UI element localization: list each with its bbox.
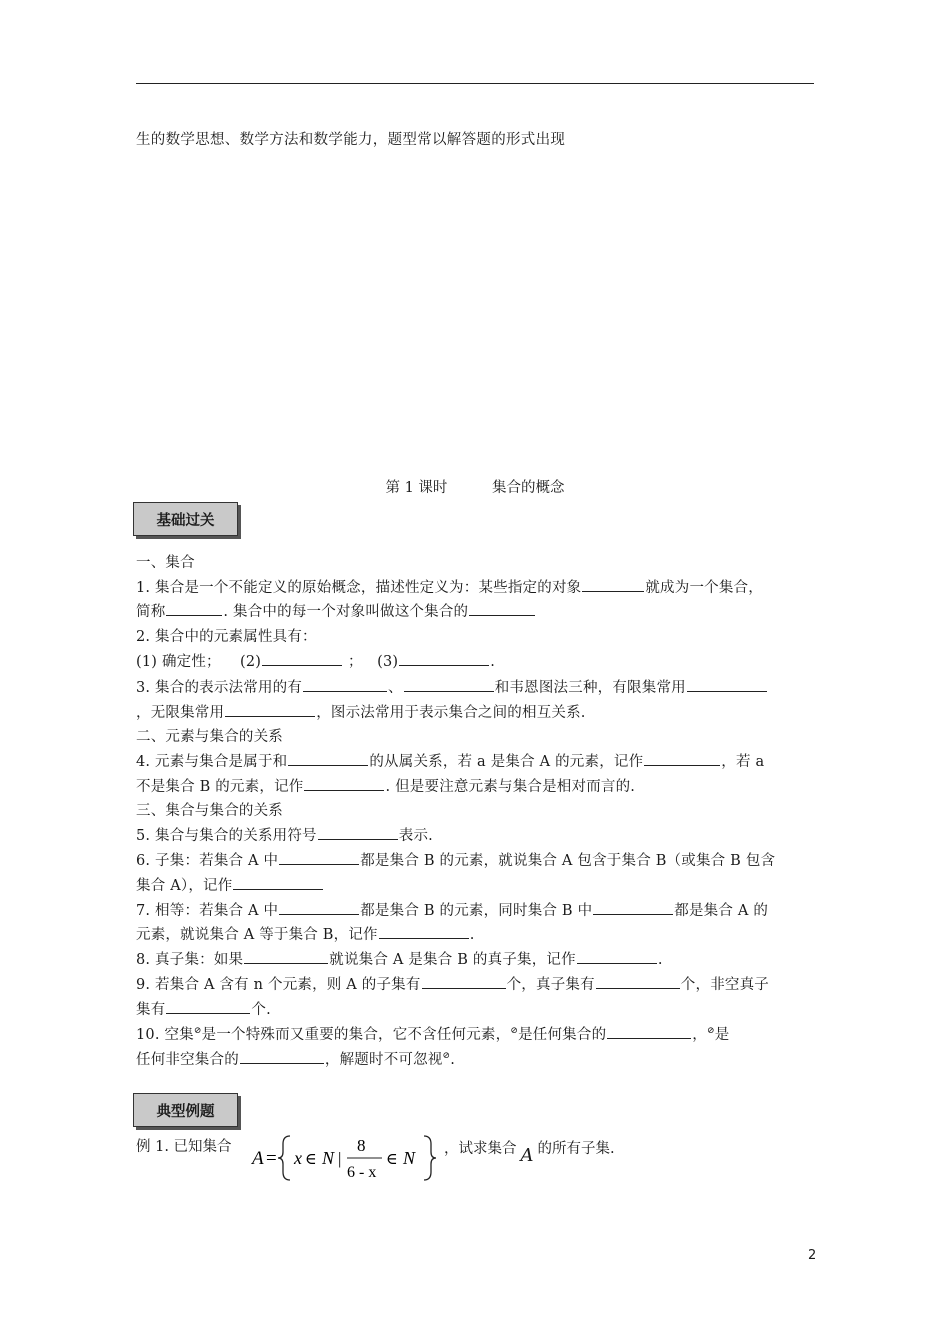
item-6-line-1: 6. 子集：若集合 A 中 都是集合 B 的元素，就说集合 A 包含于集合 B（或集合 B 包含	[136, 849, 775, 870]
right-brace	[424, 1136, 436, 1180]
item-6-line-2: 集合 A），记作	[136, 874, 324, 895]
lesson-number: 第 1 课时	[385, 480, 448, 496]
empty-set-symbol: ⊘	[510, 1026, 519, 1037]
intro-text: 生的数学思想、数学方法和数学能力，题型常以解答题的形式出现	[136, 132, 566, 148]
lesson-heading	[0, 476, 950, 497]
basics-badge: 基础过关	[133, 502, 238, 536]
item-10-line-1: 10. 空集⊘是一个特殊而又重要的集合，它不含任何元素，⊘是任何集合的 ，⊘是	[136, 1023, 729, 1044]
item-4-line-1: 4. 元素与集合是属于和 的从属关系，若 a 是集合 A 的元素，记作 ，若 a	[136, 750, 764, 771]
item-9-line-1: 9. 若集合 A 含有 n 个元素，则 A 的子集有 个，真子集有 个，非空真子	[136, 973, 769, 994]
set-variable: A	[520, 1145, 534, 1166]
left-brace	[278, 1136, 290, 1180]
formula-A: A	[252, 1148, 264, 1169]
set-formula	[250, 1132, 440, 1184]
formula-denominator: 6 - x	[347, 1164, 377, 1181]
item-9-line-2: 集有 个.	[136, 998, 271, 1019]
formula-x: x	[294, 1148, 302, 1168]
section-heading: 三、集合与集合的关系	[136, 803, 283, 819]
formula-equals: =	[266, 1148, 277, 1169]
examples-badge: 典型例题	[133, 1093, 238, 1127]
formula-N: N	[322, 1148, 335, 1168]
empty-set-symbol: ⊘	[706, 1026, 715, 1037]
item-8: 8. 真子集：如果 就说集合 A 是集合 B 的真子集，记作 .	[136, 948, 663, 969]
section-heading: 二、元素与集合的关系	[136, 729, 283, 745]
item-7-line-1: 7. 相等：若集合 A 中 都是集合 B 的元素，同时集合 B 中 都是集合 A 的	[136, 899, 768, 920]
item-1-line-1: 1. 集合是一个不能定义的原始概念，描述性定义为：某些指定的对象 就成为一个集合，	[136, 576, 763, 597]
formula-numerator: 8	[357, 1136, 366, 1155]
formula-bar: |	[338, 1149, 342, 1168]
page-number: 2	[808, 1248, 817, 1263]
item-2-props: (1) 确定性； (2) ； (3) .	[136, 650, 495, 671]
item-10-line-2: 任何非空集合的 ，解题时不可忽视⊘.	[136, 1048, 455, 1069]
item-5: 5. 集合与集合的关系用符号 表示.	[136, 824, 433, 845]
example-1-suffix: ，试求集合 A 的所有子集.	[444, 1141, 615, 1166]
item-2: 2. 集合中的元素属性具有：	[136, 629, 317, 645]
empty-set-symbol: ⊘	[442, 1051, 451, 1062]
header-rule	[136, 83, 814, 84]
empty-set-symbol: ⊘	[193, 1026, 202, 1037]
item-7-line-2: 元素，就说集合 A 等于集合 B，记作 .	[136, 923, 475, 944]
item-3-line-2: ，无限集常用 ，图示法常用于表示集合之间的相互关系.	[136, 701, 586, 722]
formula-element-of: ∈	[386, 1149, 398, 1168]
item-1-line-2: 简称 . 集合中的每一个对象叫做这个集合的	[136, 600, 536, 621]
formula-N: N	[403, 1148, 416, 1168]
example-1-prefix: 例 1. 已知集合	[136, 1139, 232, 1155]
lesson-title: 集合的概念	[492, 480, 565, 496]
formula-element-of: ∈	[305, 1149, 317, 1168]
section-heading: 一、集合	[136, 555, 195, 571]
item-3-line-1: 3. 集合的表示法常用的有 、 和韦恩图法三种，有限集常用	[136, 676, 768, 697]
item-4-line-2: 不是集合 B 的元素，记作 . 但是要注意元素与集合是相对而言的.	[136, 775, 635, 796]
